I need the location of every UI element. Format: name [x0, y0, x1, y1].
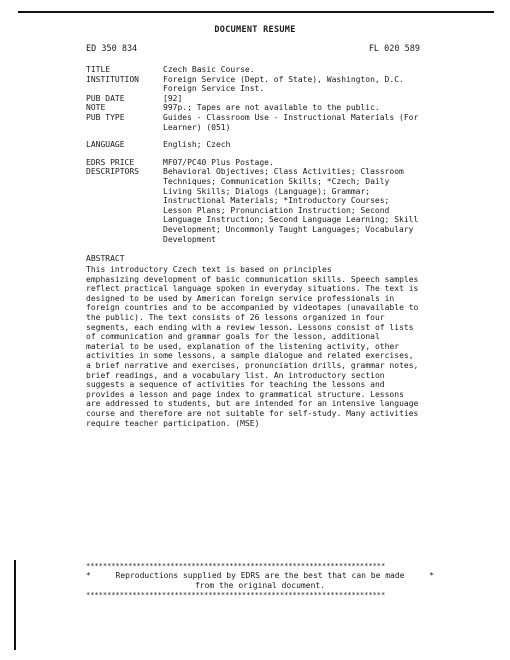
field-title: [86, 65, 432, 75]
field-institution: [86, 75, 432, 94]
field-label: TITLE: [86, 65, 111, 74]
field-label: INSTITUTION: [86, 74, 139, 84]
field-label: PUB DATE: [86, 93, 125, 103]
field-value: Guides - Classroom Use - Instructional Materials (For Learner) (051): [163, 112, 419, 132]
field-value: 997p.; Tapes are not available to the public.: [163, 103, 380, 113]
field-value: Foreign Service (Dept. of State), Washington, D.C. Foreign Service Inst.: [163, 74, 404, 94]
repro-line-2: from the original document.: [194, 581, 326, 590]
field-note: [86, 103, 432, 113]
field-language: [86, 140, 432, 150]
document-heading: DOCUMENT RESUME: [214, 25, 296, 35]
field-value: [92]: [163, 93, 183, 103]
asterisk-border-bottom: ***********************************************************************: [86, 591, 386, 599]
ed-number: ED 350 834: [86, 44, 138, 54]
abstract-text: This introductory Czech text is based on principles emphasizing development of basic communication skills. Speech samples reflect practical language spoken in everyday situations. The text is designed to be used by American foreign service professionals in foreign countries and to be accompanied by videotapes (unavailable to the public). The text consists of 26 lessons organized in four segments, each ending with a review lesson. Lessons consist of lists of communication and grammar goals for the lesson, additional material to be used, explanation of the listening activity, other activities in some lessons, a sample dialogue and related exercises, a brief narrative and exercises, pronunciation drills, grammar notes, brief readings, and a vocabulary list. An introductory section suggests a sequence of activities for teaching the lessons and provides a lesson and page index to grammatical structure. Lessons are addressed to students, but are intended for an intensive language course and therefore are not suitable for self-study. Many activities require teacher participation. (MSE): [86, 265, 419, 428]
asterisk-right: *: [429, 571, 434, 580]
abstract-label: ABSTRACT: [86, 254, 125, 263]
field-label: PUB TYPE: [86, 112, 125, 122]
field-label: DESCRIPTORS: [86, 167, 139, 177]
top-rule: [18, 11, 494, 13]
asterisk-left: *: [86, 571, 91, 580]
repro-line-1: Reproductions supplied by EDRS are the best that can be made: [115, 571, 405, 580]
field-pub-type: [86, 113, 432, 132]
fl-number: FL 020 589: [368, 44, 420, 54]
field-value: Behavioral Objectives; Class Activities; Classroom Techniques; Communication Skills; *Czech; Daily Living Skills; Dialogs (Language); Grammar; Instructional Materials; *Introductory Courses; Lesson Plans; Pronunciation Instruction; Second Language Instruction; Second Language Learning; Skill Development; Uncommonly Taught Languages; Vocabulary Development: [163, 167, 419, 244]
field-edrs-price: [86, 158, 432, 168]
field-value: Czech Basic Course.: [163, 65, 255, 74]
asterisk-border-top: ***********************************************************************: [86, 562, 386, 570]
field-label: LANGUAGE: [86, 140, 125, 150]
scan-edge-mark: [14, 560, 16, 650]
field-value: English; Czech: [163, 140, 231, 150]
field-descriptors: [86, 167, 432, 244]
field-value: MF07/PC40 Plus Postage.: [163, 157, 274, 167]
field-pub-date: [86, 94, 432, 104]
metadata-fields: [86, 65, 432, 244]
field-label: EDRS PRICE: [86, 157, 135, 167]
reproduction-notice: [86, 571, 434, 591]
field-label: NOTE: [86, 103, 106, 113]
